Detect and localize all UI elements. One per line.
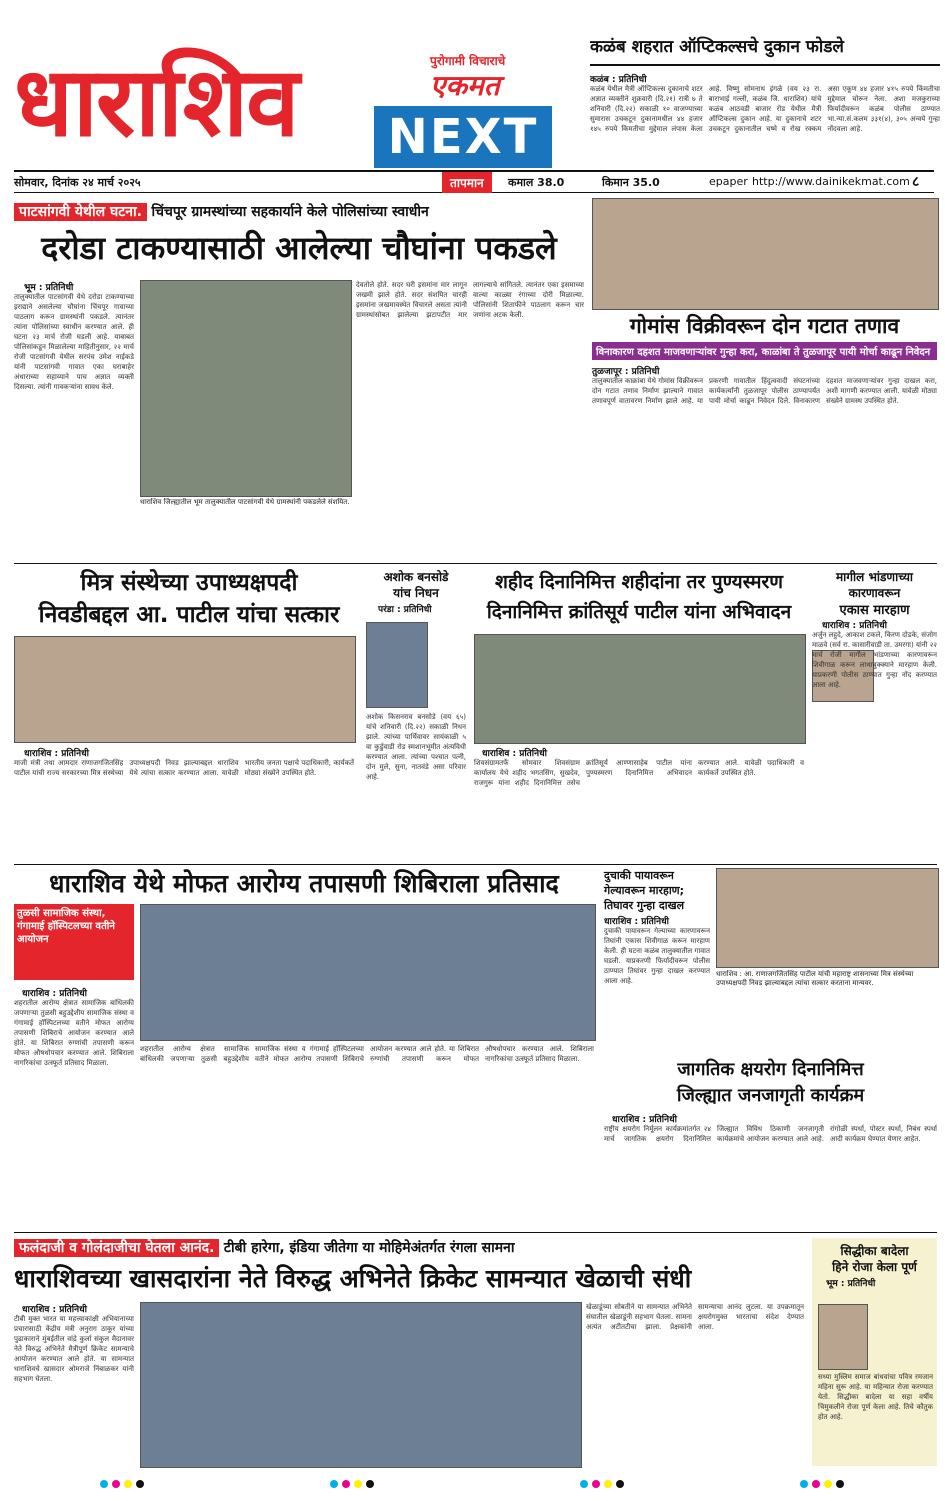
black-dot bbox=[836, 1480, 844, 1488]
story5-photo bbox=[474, 634, 806, 744]
story1-body1: तालुक्यातील पाटसांगवी येथे दरोडा टाकण्याच्या इराद्याने असलेल्या चौघांना चिंचपूर गावाच्या पाठलाग करून ग्रामस्थांनी पकडले. त्यानंतर त्यांना पोलिसांच्या स्वाधीन करण्यात आले. ही घटना २३ मार्च रोजी घडली आहे. याबाबत पोलिसांकडून मिळालेल्या माहितीनुसार, २२ मार्च रोजी पाटसांगवी येथील सरपंच उमेश नाईकडे यांनी पाटसांगवी गावात एका घराबाहेर अंधाराच्या सहाय्याने पाच अज्ञात व्यक्ती दिसल्या. त्यांनी गावकऱ्यांना सावध केले. bbox=[14, 293, 134, 391]
yellow-dot bbox=[604, 1480, 612, 1488]
masthead-brand: एकमत bbox=[430, 69, 500, 102]
story8-headline-3: तिघावर गुन्हा दाखल bbox=[604, 899, 685, 912]
story10-body-2: खेळाडूंच्या सोबतीने या सामन्यात अभिनेते संघातील खेळाडूंनी सहभाग घेतला. सामना अत्यंत अटीतटीचा झाला. प्रेक्षकांनी सामन्याचा आनंद लुटला. या उपक्रमातून क्षयरोगमुक्त भारताचा संदेश देण्यात आला. bbox=[586, 1303, 804, 1331]
topright-body: कळंब येथील मैत्री ऑप्टिकल्स दुकानाचे शटर अज्ञात व्यक्तीने शुक्रवारी (दि.२१) रात्री ७ ते शनिवारी (दि.२२) सकाळी १० वाजण्याच्या सुमारास उचकटून दुकानामधील ४४ हजार १४५ रुपये किमतीचा मुद्देमाल लंपास केला आहे. विष्णु सोमनाथ इंगळे (वय २३ रा. बाराभाई गल्ली, कळंब जि. धाराशिव) यांचे कळंब आठवडी बाजार रोड येथील मैत्री ऑप्टिकल्स दुकान आहे. या दुकानाचे शटर उचकटून दुकानातील चष्मे व रोख रक्कम असा एकूण ४४ हजार ४१५ रुपये किंमतीचा मुद्देमाल चोरून नेला. अशा मजकुराच्या फिर्यादीवरून कळंब पोलीस ठाण्यात भा.न्या.सं.कलम ३३१(४), ३०५ अन्वये गुन्हा नोंदवला आहे. bbox=[590, 85, 940, 133]
story8-body: दुचाकी पायावरून गेल्याच्या कारणावरून तिघांनी एकास शिवीगाळ करून मारहाण केली. ही घटना कळंब तालुक्यातील गावात घडली. याप्रकरणी फिर्यादीवरून पोलीस ठाण्यात तिघांवर गुन्हा दाखल करण्यात आला आहे. bbox=[604, 927, 710, 985]
topright-byline: कळंब : प्रतिनिधी bbox=[590, 75, 647, 85]
topright-headline: कळंब शहरात ऑप्टिकल्सचे दुकान फोडले bbox=[590, 34, 940, 66]
story2-headline: गोमांस विक्रीवरून दोन गटात तणाव bbox=[629, 314, 900, 338]
story3-body: माजी मंत्री तथा आमदार राणाजगजितसिंह पाटील यांची राज्य सरकारच्या मित्र संस्थेच्या उपाध्यक्षपदी निवड झाल्याबद्दल धाराशिव येथे त्यांचा सत्कार करण्यात आला. यावेळी भारतीय जनता पक्षाचे पदाधिकारी, कार्यकर्ते मोठ्या संख्येने उपस्थित होते. bbox=[14, 759, 354, 777]
story2-byline: तुळजापूर : प्रतिनिधी bbox=[592, 367, 660, 377]
story3-byline: धाराशिव : प्रतिनिधी bbox=[24, 749, 89, 759]
story10-body: टीबी मुक्त भारत या महत्त्वाकांक्षी अभियानाच्या प्रचारासाठी केंद्रीय मंत्री अनुराग ठाकूर यांच्या पुढाकाराने मुंबईतील वांद्रे कुर्ला संकुल मैदानावर नेते विरुद्ध अभिनेते मैत्रीपूर्ण क्रिकेट सामन्याचे आयोजन करण्यात आले होते. या सामन्यात धाराशिवचे खासदार ओमराजे निंबाळकर यांनी सहभाग घेतला. bbox=[14, 1315, 134, 1383]
magenta-dot bbox=[592, 1480, 600, 1488]
story8-headline-1: दुचाकी पायावरून bbox=[604, 869, 674, 882]
story1-photo-caption: धाराशिव जिल्ह्यातील भूम तालुक्यातील पाटसांगवी येथे ग्रामस्थांनी पकडलेले संशयित. bbox=[140, 498, 350, 506]
story7-photo bbox=[140, 904, 596, 1041]
yellow-dot bbox=[354, 1480, 362, 1488]
color-marks-center-left bbox=[330, 1480, 374, 1488]
story10-headline: धाराशिवच्या खासदारांना नेते विरुद्ध अभिनेते क्रिकेट सामन्यात खेळाची संधी bbox=[14, 1264, 692, 1293]
story4-byline: परंडा : प्रतिनिधी bbox=[378, 605, 432, 615]
masthead-logo: धाराशिव bbox=[14, 45, 298, 158]
story8-headline-2: गेल्यावरून मारहाण; bbox=[604, 884, 685, 897]
story9-headline-2: जिल्ह्यात जनजागृती कार्यक्रम bbox=[676, 1085, 865, 1106]
story9-byline: धाराशिव : प्रतिनिधी bbox=[612, 1115, 677, 1125]
yellow-dot bbox=[824, 1480, 832, 1488]
edition-date: सोमवार, दिनांक २४ मार्च २०२५ bbox=[14, 176, 141, 189]
story2-photo bbox=[592, 198, 939, 310]
website-link[interactable]: http://www.dainikekmat.com bbox=[752, 175, 910, 188]
story8-byline: धाराशिव : प्रतिनिधी bbox=[604, 917, 669, 927]
story11-portrait bbox=[818, 1304, 868, 1370]
story6-headline-1: मागील भांडणाच्या bbox=[835, 570, 914, 584]
story6-headline-3: एकास मारहाण bbox=[839, 603, 910, 618]
story4-portrait bbox=[366, 622, 428, 708]
divider bbox=[14, 563, 937, 564]
story11-headline-1: सिद्धीका बादेला bbox=[840, 1244, 909, 1258]
black-dot bbox=[366, 1480, 374, 1488]
story7-byline: धाराशिव : प्रतिनिधी bbox=[22, 989, 87, 999]
story11-body: सध्या मुस्लिम समाज बांधवांचा पवित्र रमजान महिना सुरू आहे. या महिन्यात रोजा करण्यात येतो. सिद्धीका बादेला या सहा वर्षीय चिमुकलीने रोजा पूर्ण केला आहे. तिचे कौतुक होत आहे. bbox=[818, 1373, 933, 1421]
story1-kicker-rest: चिंचपूर ग्रामस्थांच्या सहकार्याने केले पोलिसांच्या स्वाधीन bbox=[151, 204, 429, 220]
story6-byline: धाराशिव : प्रतिनिधी bbox=[822, 621, 887, 631]
story1-byline: भूम : प्रतिनिधी bbox=[24, 283, 74, 293]
magenta-dot bbox=[812, 1480, 820, 1488]
cyan-dot bbox=[580, 1480, 588, 1488]
story1-kicker-red: पाटसांगवी येथील घटना. bbox=[14, 203, 147, 221]
divider bbox=[14, 864, 937, 865]
divider bbox=[14, 1232, 937, 1233]
story10-kicker bbox=[14, 1238, 804, 1260]
story10-photo bbox=[140, 1302, 582, 1468]
masthead-tagline: पुरोगामी विचाराचे bbox=[430, 54, 506, 68]
story7-subhead: तुळसी सामाजिक संस्था, गंगामाई हॉस्पिटलच्या वतीने आयोजन bbox=[14, 904, 134, 980]
story3-headline-2: निवडीबद्दल आ. पाटील यांचा सत्कार bbox=[38, 602, 340, 628]
cyan-dot bbox=[330, 1480, 338, 1488]
color-marks-center-right bbox=[580, 1480, 624, 1488]
story9-headline-1: जागतिक क्षयरोग दिनानिमित्त bbox=[677, 1059, 864, 1080]
story4-body: अशोक किसनराव बनसोडे (वय ६५) यांचे शनिवारी (दि.२२) सकाळी निधन झाले. त्यांच्या पार्थिवावर सायंकाळी ५ वा कुर्डुवाडी रोड स्मशानभूमीत अंत्यविधी करण्यात आला. त्यांच्या पश्चात पत्नी, दोन मुले, सुना, नातवंडे असा परिवार आहे. bbox=[366, 713, 466, 781]
story7-body: शहरातील आरोग्य क्षेत्रात सामाजिक बांधिलकी जपणाऱ्या तुळसी बहुउद्देशीय सामाजिक संस्था व गंगामाई हॉस्पिटलच्या वतीने मोफत आरोग्य तपासणी शिबिराचे आयोजन करण्यात आले होते. या शिबिरात रुग्णांची तपासणी करून मोफत औषधोपचार करण्यात आले. शिबिराला नागरिकांचा उत्स्फूर्त प्रतिसाद मिळाला. bbox=[14, 999, 134, 1067]
story1-photo bbox=[140, 280, 352, 497]
story10-kicker-rest: टीबी हारेगा, इंडिया जीतेगा या मोहिमेअंतर्गत रंगला सामना bbox=[223, 1240, 515, 1256]
story3-headline-1: मित्र संस्थेच्या उपाध्यक्षपदी bbox=[80, 570, 298, 596]
story5-byline: धाराशिव : प्रतिनिधी bbox=[482, 749, 547, 759]
story3-photo bbox=[14, 636, 356, 743]
story9-body: राष्ट्रीय क्षयरोग निर्मूलन कार्यक्रमांतर्गत २४ मार्च जागतिक क्षयरोग दिनानिमित्त जिल्ह्यात विविध ठिकाणी जनजागृती कार्यक्रमांचे आयोजन करण्यात आले आहे. रांगोळी स्पर्धा, पोस्टर स्पर्धा, निबंध स्पर्धा आदी कार्यक्रम घेण्यात येणार आहेत. bbox=[604, 1125, 937, 1143]
story4-headline-1: अशोक बनसोडे bbox=[383, 570, 449, 584]
temperature-label: तापमान bbox=[442, 172, 492, 193]
epaper-label: epaper bbox=[709, 175, 748, 188]
cyan-dot bbox=[800, 1480, 808, 1488]
temperature-min: किमान 35.0 bbox=[602, 176, 660, 189]
page-number: ८ bbox=[912, 174, 920, 190]
story11-headline-2: हिने रोजा केला पूर्ण bbox=[832, 1260, 917, 1274]
header-bar bbox=[14, 170, 934, 193]
story5-body: शिवसंग्रामतर्फे सोमवार शिवसंग्राम कार्यालय येथे शहीद भगतसिंग, सुखदेव, राजगुरू यांना शहीद दिनानिमित्त तसेच क्रांतिसूर्य आण्णासाहेब पाटील यांना पुण्यस्मरण दिनानिमित्त अभिवादन करण्यात आले. यावेळी पदाधिकारी व कार्यकर्ते उपस्थित होते. bbox=[474, 759, 804, 787]
story6-body: अर्जुन लहुदे, आकाश टकले, किरण दोडके, संजोग माळवे (सर्व रा. कासारीवाडी ता. उमरगा) यांनी २२ मार्च रोजी मागील भांडणाच्या कारणावरून शिवीगाळ करून लाथाबुक्क्याने मारहाण केली. याप्रकरणी पोलीस ठाण्यात गुन्हा नोंद करण्यात आला आहे. bbox=[812, 631, 937, 689]
story1-body2: देवतोले होते. सदर घरी इसमांना मार लागून जखमी झाले होते. सदर संशयित चारही इसमांना जखमावस्थेत विचारले असता त्यांनी ग्रामस्थांसोबत झालेल्या झटापटीत मार लागल्याचे सांगितले. त्यानंतर एका इसमाच्या वाल्या काळ्या रंगाच्या दोरी मिळाल्या. पोलिसांनी शिताफीने पाठलाग करून चार जणांना अटक केली. bbox=[356, 281, 584, 319]
story2-body: तालुक्यातील काक्रांबा येथे गोमांस विक्रीवरून दोन गटात तणाव निर्माण झाल्याने गावात तणावपूर्ण वातावरण निर्माण झाले आहे. या प्रकरणी गावातील हिंदुत्ववादी संघटनांच्या कार्यकर्त्यांनी तुळजापूर पोलीस ठाण्यापर्यंत पायी मोर्चा काढून निवेदन दिले. विनाकारण दहशत माजवणाऱ्यांवर गुन्हा दाखल करा, अशी मागणी करण्यात आली. यावेळी मोठ्या संख्येने ग्रामस्थ उपस्थित होते. bbox=[592, 377, 937, 405]
story11-byline: भूम : प्रतिनिधी bbox=[826, 1279, 876, 1289]
story6-headline-2: कारणावरून bbox=[848, 586, 901, 600]
story4-headline-2: यांच निधन bbox=[393, 586, 439, 600]
black-dot bbox=[136, 1480, 144, 1488]
story7-body-cont: शहरातील आरोग्य क्षेत्रात सामाजिक बांधिलकी जपणाऱ्या तुळसी बहुउद्देशीय सामाजिक संस्था व गंगामाई हॉस्पिटलच्या वतीने मोफत आरोग्य तपासणी शिबिराचे आयोजन करण्यात आले होते. या शिबिरात रुग्णांची तपासणी करून मोफत औषधोपचार करण्यात आले. शिबिराला नागरिकांचा उत्स्फूर्त प्रतिसाद मिळाला. bbox=[140, 1045, 594, 1063]
story1-kicker bbox=[14, 202, 584, 224]
temperature-max: कमाल 38.0 bbox=[508, 176, 565, 189]
color-marks-right bbox=[800, 1480, 844, 1488]
story9-photo bbox=[716, 868, 939, 968]
black-dot bbox=[616, 1480, 624, 1488]
magenta-dot bbox=[342, 1480, 350, 1488]
cyan-dot bbox=[100, 1480, 108, 1488]
story7-headline: धाराशिव येथे मोफत आरोग्य तपासणी शिबिराला प्रतिसाद bbox=[49, 869, 559, 898]
story10-kicker-red: फलंदाजी व गोलंदाजीचा घेतला आनंद. bbox=[14, 1239, 219, 1257]
color-marks-left bbox=[100, 1480, 144, 1488]
story5-headline-1: शहीद दिनानिमित्त शहीदांना तर पुण्यस्मरण bbox=[495, 571, 783, 593]
story10-byline: धाराशिव : प्रतिनिधी bbox=[22, 1305, 87, 1315]
story1-headline: दरोडा टाकण्यासाठी आलेल्या चौघांना पकडले bbox=[41, 229, 557, 267]
story2-band: विनाकारण दहशत माजवणाऱ्यांवर गुन्हा करा, काळांबा ते तुळजापूर पायी मोर्चा काढून निवेदन bbox=[592, 342, 937, 360]
masthead-edition: NEXT bbox=[374, 106, 552, 168]
story5-headline-2: दिनानिमित्त क्रांतिसूर्य पाटील यांना अभिवादन bbox=[486, 601, 792, 623]
story9-caption: धाराशिव : आ. राणाजगजितसिंह पाटील यांची महाराष्ट्र शासनाच्या मित्र संस्थेच्या उपाध्यक्षपदी निवड झाल्याबद्दल त्यांचा सत्कार करताना मान्यवर. bbox=[716, 970, 914, 987]
yellow-dot bbox=[124, 1480, 132, 1488]
magenta-dot bbox=[112, 1480, 120, 1488]
